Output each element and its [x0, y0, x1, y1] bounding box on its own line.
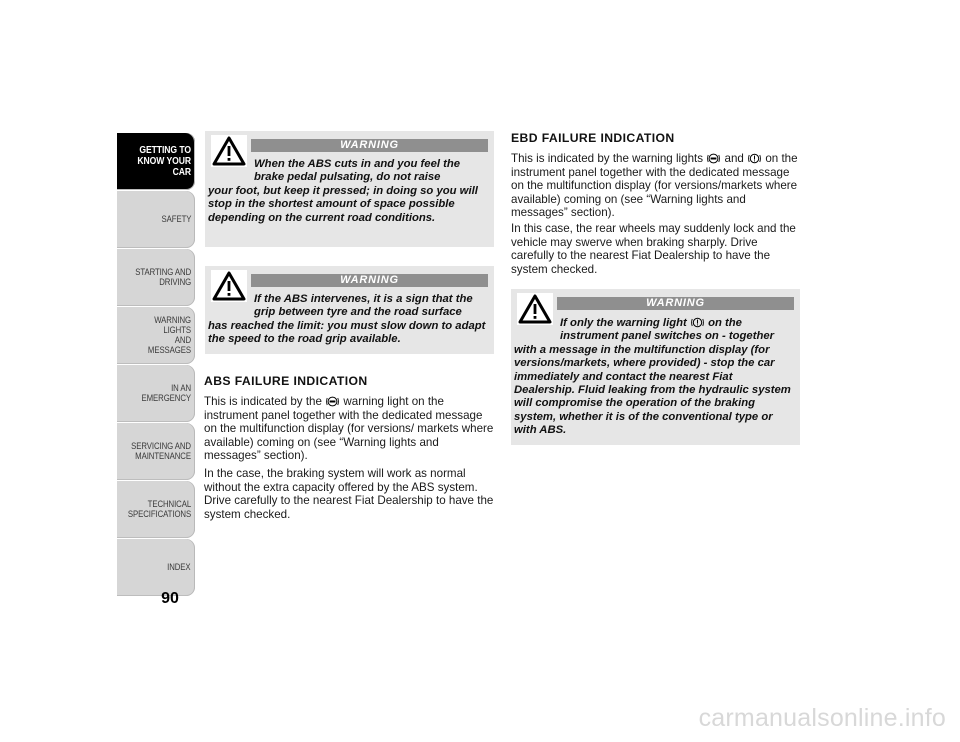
warning-box-abs-pedal — [205, 131, 494, 247]
tab-servicing[interactable] — [117, 423, 195, 480]
tab-safety[interactable] — [117, 191, 195, 248]
text-run: on the instrument panel together with the dedicated message on the multifunction display (for versions/markets where available) coming on (see “Warning lights and messages” section). — [511, 152, 798, 220]
tab-warning-lights[interactable] — [117, 307, 195, 364]
warning-title: WARNING — [251, 139, 488, 152]
tab-in-an-emergency[interactable] — [117, 365, 195, 422]
abs-warning-light-icon — [326, 396, 339, 407]
text-run: This is indicated by the — [204, 395, 322, 408]
ebd-failure-heading: EBD FAILURE INDICATION — [511, 131, 675, 145]
warning-line: brake pedal pulsating, do not raise — [254, 171, 441, 184]
text-run: If only the warning light — [560, 317, 687, 329]
tab-getting-to-know-your-car[interactable] — [117, 133, 195, 190]
warning-line — [514, 317, 794, 330]
text-run: This is indicated by the warning lights — [511, 152, 704, 165]
abs-failure-heading: ABS FAILURE INDICATION — [204, 374, 368, 388]
warning-line: your foot, but keep it pressed; in doing so you will stop in the shortest amount of space possible depending on the current road conditions. — [208, 184, 478, 224]
warning-text — [208, 158, 488, 225]
warning-box-brake-fluid — [511, 289, 800, 445]
ebd-failure-paragraph-2: In this case, the rear wheels may suddenly lock and the vehicle may swerve when braking sharply. Drive carefully to the nearest Fiat Dealership to have the system checked. — [511, 222, 796, 276]
warning-box-abs-intervenes — [205, 266, 494, 354]
tab-label: SAFETY — [161, 213, 191, 225]
warning-title: WARNING — [557, 297, 794, 310]
tab-label: IN AN EMERGENCY — [141, 382, 191, 404]
abs-failure-paragraph-2: In the case, the braking system will work as normal without the extra capacity offered by the ABS system. Drive carefully to the nearest Fiat Dealership to have the system checked. — [204, 467, 494, 521]
page-number: 90 — [161, 590, 179, 607]
tab-label: SERVICING AND MAINTENANCE — [131, 440, 191, 462]
abs-warning-light-icon — [707, 153, 720, 164]
watermark: carmanualsonline.info — [698, 704, 946, 732]
brake-warning-light-icon — [748, 153, 761, 164]
tab-index[interactable] — [117, 539, 195, 596]
warning-title: WARNING — [251, 274, 488, 287]
abs-failure-paragraph-1 — [204, 395, 494, 463]
text-run: on the — [708, 317, 742, 329]
tab-technical-specifications[interactable] — [117, 481, 195, 538]
warning-line: instrument panel switches on - together — [560, 330, 775, 343]
warning-line: has reached the limit: you must slow down to adapt the speed to the road grip available. — [208, 319, 486, 346]
warning-line: grip between tyre and the road surface — [254, 306, 462, 319]
warning-line: If the ABS intervenes, it is a sign that the — [254, 293, 473, 305]
warning-text — [208, 293, 488, 347]
warning-line: When the ABS cuts in and you feel the — [254, 158, 461, 170]
tab-label: STARTING AND DRIVING — [135, 266, 191, 288]
ebd-failure-paragraph-1 — [511, 152, 801, 220]
text-run: and — [724, 152, 744, 165]
tab-label: GETTING TO KNOW YOUR CAR — [137, 144, 191, 178]
warning-line: with a message in the multifunction display (for versions/markets, where provided) - stop the car immediately and contact the nearest Fiat Dealership. Fluid leaking from the hydraulic system will compromise the operation of the braking system, whether it is of the conventional type or with ABS. — [514, 343, 791, 437]
tab-label: TECHNICAL SPECIFICATIONS — [127, 498, 191, 520]
warning-text — [514, 317, 794, 438]
tab-label: INDEX — [167, 561, 191, 573]
brake-warning-light-icon — [691, 317, 704, 328]
section-tabs — [117, 133, 195, 597]
tab-starting-and-driving[interactable] — [117, 249, 195, 306]
tab-label: WARNING LIGHTS AND MESSAGES — [147, 314, 191, 356]
text-run: warning light on the instrument panel together with the dedicated message on the multifunction display (for versions/ markets where available) coming on (see “Warning lights and messages” section). — [204, 395, 494, 463]
